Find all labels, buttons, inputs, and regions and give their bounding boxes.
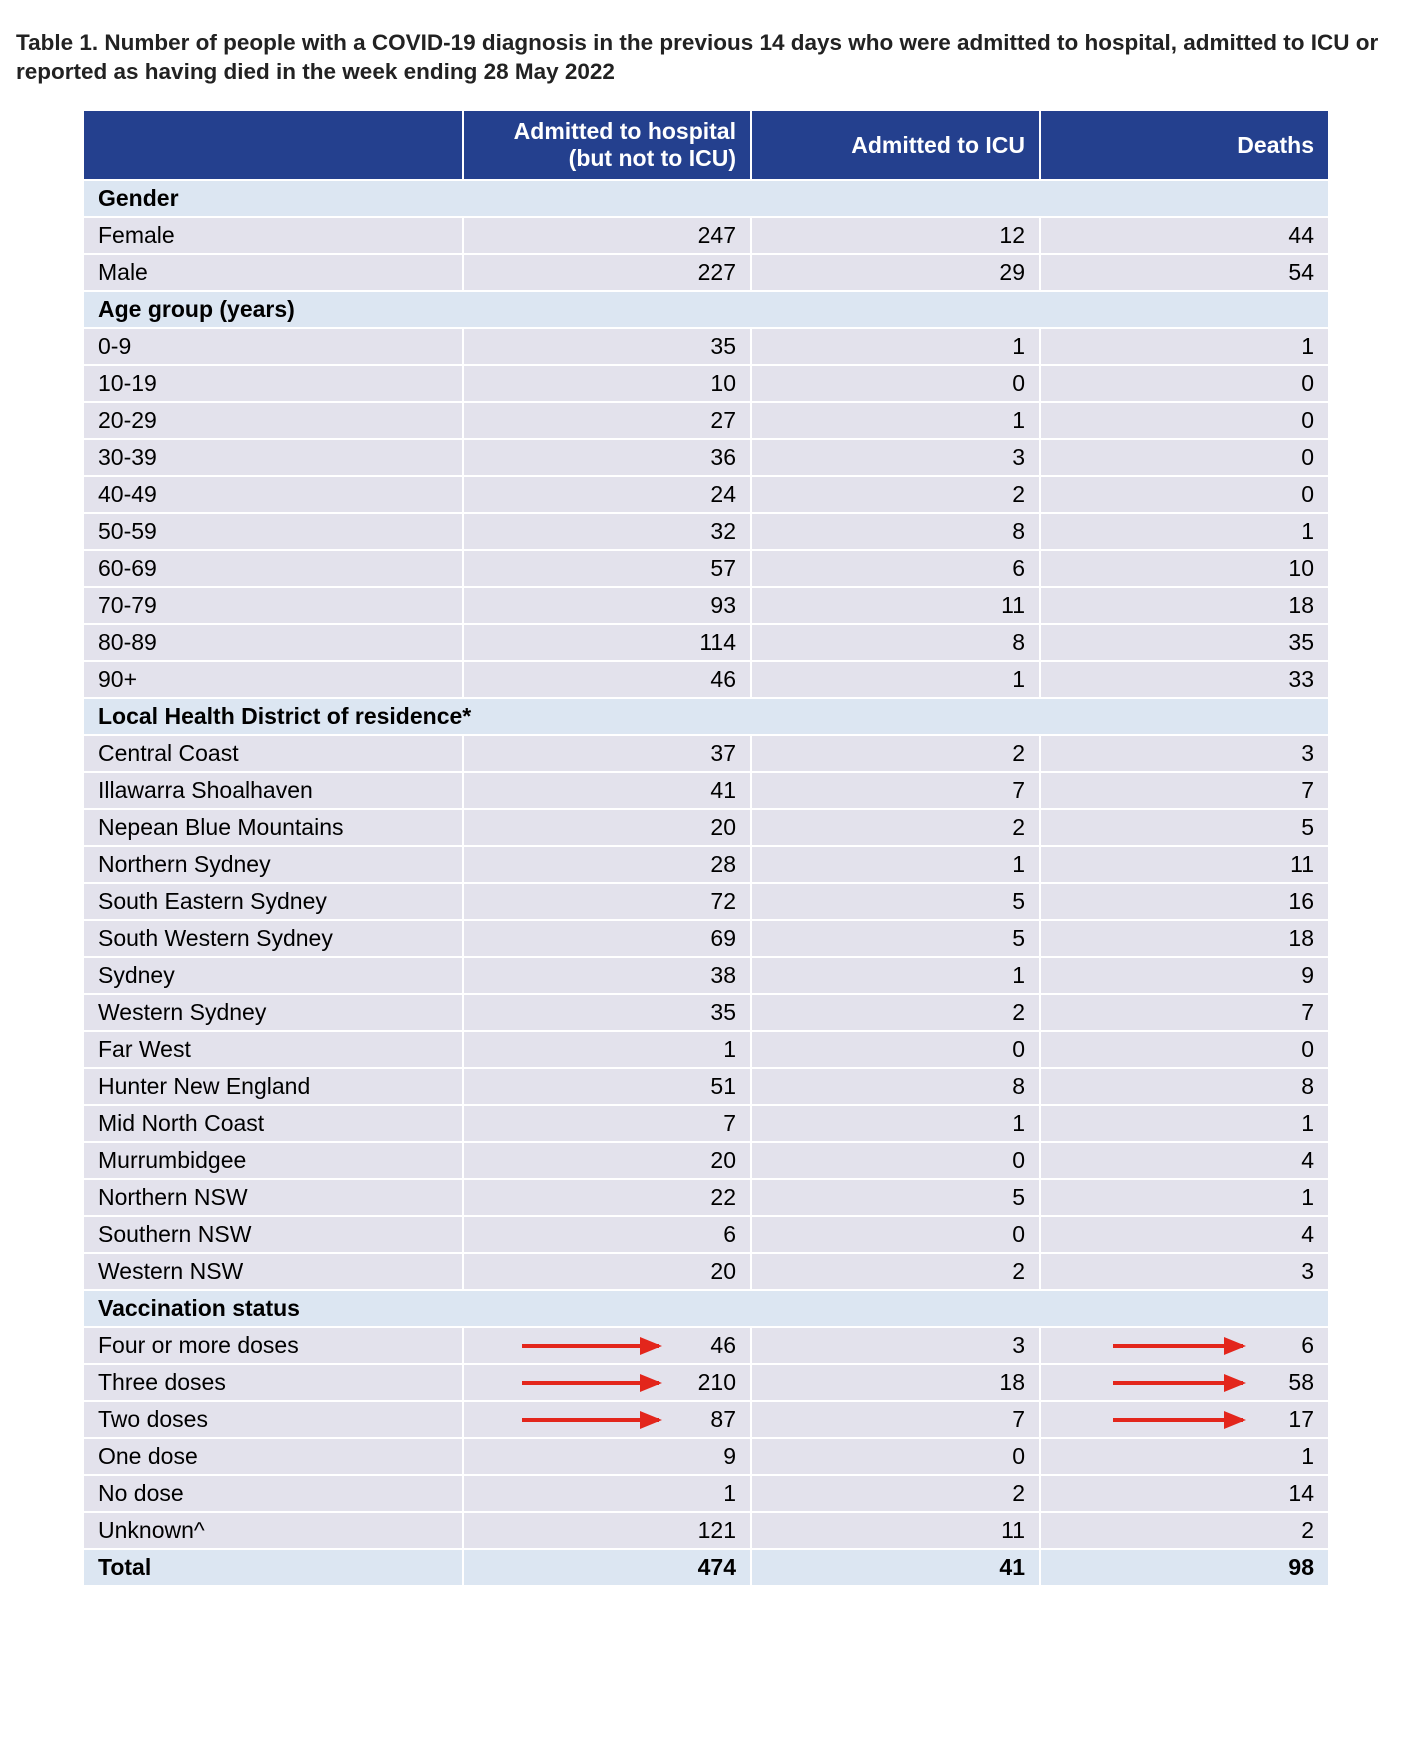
icu-value: 2 bbox=[751, 809, 1040, 846]
row-label: Three doses bbox=[83, 1364, 463, 1401]
header-row bbox=[83, 110, 1329, 180]
icu-value: 0 bbox=[751, 1216, 1040, 1253]
table-row bbox=[83, 217, 1329, 254]
table-row bbox=[83, 513, 1329, 550]
hospital-value bbox=[463, 883, 751, 920]
deaths-value-text: 0 bbox=[1301, 444, 1314, 470]
table-caption: Table 1. Number of people with a COVID-19 diagnosis in the previous 14 days who were admitted to hospital, admitted to ICU or reported as having died in the week ending 28 May 2022 bbox=[16, 30, 1379, 84]
table-row bbox=[83, 254, 1329, 291]
table-row bbox=[83, 846, 1329, 883]
red-arrow-icon bbox=[1113, 1418, 1243, 1422]
hospital-value bbox=[463, 1031, 751, 1068]
table-row bbox=[83, 1512, 1329, 1549]
hospital-value-text: 210 bbox=[697, 1369, 736, 1395]
icu-value: 0 bbox=[751, 1142, 1040, 1179]
deaths-value-text: 0 bbox=[1301, 407, 1314, 433]
deaths-value bbox=[1040, 1068, 1329, 1105]
table-row bbox=[83, 1253, 1329, 1290]
hospital-value-text: 35 bbox=[710, 333, 736, 359]
deaths-value bbox=[1040, 365, 1329, 402]
row-label: Unknown^ bbox=[83, 1512, 463, 1549]
hospital-value-text: 24 bbox=[710, 481, 736, 507]
deaths-value bbox=[1040, 476, 1329, 513]
table-row bbox=[83, 550, 1329, 587]
hospital-value bbox=[463, 439, 751, 476]
hospital-value-text: 10 bbox=[710, 370, 736, 396]
deaths-value-text: 3 bbox=[1301, 1258, 1314, 1284]
row-label: Western NSW bbox=[83, 1253, 463, 1290]
hospital-value bbox=[463, 513, 751, 550]
deaths-value-text: 44 bbox=[1288, 222, 1314, 248]
row-label: Four or more doses bbox=[83, 1327, 463, 1364]
hospital-value-text: 6 bbox=[723, 1221, 736, 1247]
icu-value: 0 bbox=[751, 1031, 1040, 1068]
row-label: 0-9 bbox=[83, 328, 463, 365]
hospital-value-text: 36 bbox=[710, 444, 736, 470]
deaths-value-text: 18 bbox=[1288, 925, 1314, 951]
deaths-value bbox=[1040, 402, 1329, 439]
icu-value: 1 bbox=[751, 402, 1040, 439]
icu-value: 8 bbox=[751, 1068, 1040, 1105]
row-label: 70-79 bbox=[83, 587, 463, 624]
icu-value: 2 bbox=[751, 994, 1040, 1031]
hospital-value-text: 87 bbox=[710, 1406, 736, 1432]
table-row bbox=[83, 624, 1329, 661]
total-icu: 41 bbox=[751, 1549, 1040, 1586]
hospital-value-text: 114 bbox=[699, 629, 736, 655]
row-label: 40-49 bbox=[83, 476, 463, 513]
deaths-value-text: 54 bbox=[1288, 259, 1314, 285]
hospital-value bbox=[463, 1512, 751, 1549]
row-label: No dose bbox=[83, 1475, 463, 1512]
deaths-value bbox=[1040, 328, 1329, 365]
icu-value: 2 bbox=[751, 735, 1040, 772]
deaths-value bbox=[1040, 846, 1329, 883]
deaths-value bbox=[1040, 624, 1329, 661]
icu-value: 0 bbox=[751, 365, 1040, 402]
deaths-value bbox=[1040, 809, 1329, 846]
hospital-value bbox=[463, 809, 751, 846]
deaths-value bbox=[1040, 217, 1329, 254]
table-row bbox=[83, 1105, 1329, 1142]
table-row bbox=[83, 1327, 1329, 1364]
row-label: 90+ bbox=[83, 661, 463, 698]
table-row bbox=[83, 920, 1329, 957]
table-row bbox=[83, 1068, 1329, 1105]
row-label: South Eastern Sydney bbox=[83, 883, 463, 920]
red-arrow-icon bbox=[522, 1418, 659, 1422]
table-row bbox=[83, 994, 1329, 1031]
deaths-value-text: 11 bbox=[1290, 851, 1314, 877]
hospital-value bbox=[463, 1105, 751, 1142]
icu-value: 0 bbox=[751, 1438, 1040, 1475]
icu-value: 11 bbox=[751, 1512, 1040, 1549]
deaths-value bbox=[1040, 661, 1329, 698]
table-row bbox=[83, 809, 1329, 846]
deaths-value bbox=[1040, 439, 1329, 476]
hospital-value-text: 7 bbox=[723, 1110, 736, 1136]
deaths-value-text: 35 bbox=[1288, 629, 1314, 655]
row-label: 30-39 bbox=[83, 439, 463, 476]
deaths-value-text: 7 bbox=[1301, 777, 1314, 803]
hospital-value-text: 247 bbox=[697, 222, 736, 248]
hospital-value bbox=[463, 1327, 751, 1364]
icu-value: 7 bbox=[751, 772, 1040, 809]
table-row bbox=[83, 365, 1329, 402]
hospital-value-text: 35 bbox=[710, 999, 736, 1025]
total-label: Total bbox=[83, 1549, 463, 1586]
table-row bbox=[83, 1364, 1329, 1401]
icu-value: 2 bbox=[751, 476, 1040, 513]
row-label: Nepean Blue Mountains bbox=[83, 809, 463, 846]
hospital-value bbox=[463, 1364, 751, 1401]
hospital-value-text: 227 bbox=[697, 259, 736, 285]
red-arrow-icon bbox=[1113, 1344, 1243, 1348]
deaths-value-text: 14 bbox=[1288, 1480, 1314, 1506]
icu-value: 18 bbox=[751, 1364, 1040, 1401]
table-row bbox=[83, 661, 1329, 698]
icu-value: 5 bbox=[751, 1179, 1040, 1216]
deaths-value bbox=[1040, 1364, 1329, 1401]
deaths-value bbox=[1040, 1253, 1329, 1290]
deaths-value-text: 0 bbox=[1301, 481, 1314, 507]
icu-value: 5 bbox=[751, 920, 1040, 957]
hospital-value-text: 1 bbox=[723, 1036, 736, 1062]
icu-value: 2 bbox=[751, 1475, 1040, 1512]
deaths-value-text: 1 bbox=[1301, 518, 1314, 544]
hospital-value-text: 37 bbox=[710, 740, 736, 766]
section-title: Local Health District of residence* bbox=[83, 698, 1329, 735]
hospital-value-text: 69 bbox=[710, 925, 736, 951]
table-row bbox=[83, 1179, 1329, 1216]
deaths-value bbox=[1040, 883, 1329, 920]
row-label: Northern Sydney bbox=[83, 846, 463, 883]
hospital-value-text: 41 bbox=[710, 777, 736, 803]
table-row bbox=[83, 1401, 1329, 1438]
hospital-value bbox=[463, 1216, 751, 1253]
deaths-value bbox=[1040, 1327, 1329, 1364]
total-deaths: 98 bbox=[1040, 1549, 1329, 1586]
section-header-row bbox=[83, 291, 1329, 328]
deaths-value-text: 58 bbox=[1288, 1369, 1314, 1395]
deaths-value bbox=[1040, 1216, 1329, 1253]
row-label: Central Coast bbox=[83, 735, 463, 772]
row-label: Northern NSW bbox=[83, 1179, 463, 1216]
hospital-value bbox=[463, 1068, 751, 1105]
hospital-value-text: 93 bbox=[710, 592, 736, 618]
row-label: 20-29 bbox=[83, 402, 463, 439]
deaths-value bbox=[1040, 772, 1329, 809]
hospital-value bbox=[463, 217, 751, 254]
icu-value: 11 bbox=[751, 587, 1040, 624]
deaths-value-text: 1 bbox=[1301, 333, 1314, 359]
table-row bbox=[83, 476, 1329, 513]
row-label: 80-89 bbox=[83, 624, 463, 661]
deaths-value-text: 18 bbox=[1288, 592, 1314, 618]
hospital-value-text: 32 bbox=[710, 518, 736, 544]
deaths-value-text: 5 bbox=[1301, 814, 1314, 840]
hospital-value-text: 20 bbox=[710, 814, 736, 840]
hospital-value-text: 27 bbox=[710, 407, 736, 433]
icu-value: 5 bbox=[751, 883, 1040, 920]
icu-value: 1 bbox=[751, 846, 1040, 883]
deaths-value bbox=[1040, 1475, 1329, 1512]
icu-value: 3 bbox=[751, 1327, 1040, 1364]
deaths-value-text: 4 bbox=[1301, 1221, 1314, 1247]
hospital-value bbox=[463, 1438, 751, 1475]
deaths-value bbox=[1040, 735, 1329, 772]
row-label: Male bbox=[83, 254, 463, 291]
hospital-value bbox=[463, 920, 751, 957]
deaths-value-text: 7 bbox=[1301, 999, 1314, 1025]
deaths-value bbox=[1040, 994, 1329, 1031]
hospital-value-text: 22 bbox=[710, 1184, 736, 1210]
deaths-value-text: 16 bbox=[1288, 888, 1314, 914]
icu-value: 1 bbox=[751, 661, 1040, 698]
icu-value: 2 bbox=[751, 1253, 1040, 1290]
deaths-value-text: 4 bbox=[1301, 1147, 1314, 1173]
row-label: Two doses bbox=[83, 1401, 463, 1438]
hospital-value bbox=[463, 550, 751, 587]
hospital-value bbox=[463, 1475, 751, 1512]
icu-value: 1 bbox=[751, 1105, 1040, 1142]
hospital-value bbox=[463, 772, 751, 809]
deaths-value bbox=[1040, 1031, 1329, 1068]
deaths-value bbox=[1040, 1142, 1329, 1179]
deaths-value bbox=[1040, 1438, 1329, 1475]
hospital-value-text: 51 bbox=[710, 1073, 736, 1099]
hospital-value bbox=[463, 587, 751, 624]
deaths-value-text: 9 bbox=[1301, 962, 1314, 988]
hospital-value bbox=[463, 994, 751, 1031]
deaths-value-text: 0 bbox=[1301, 1036, 1314, 1062]
hospital-value-text: 1 bbox=[723, 1480, 736, 1506]
table-row bbox=[83, 1031, 1329, 1068]
row-label: Mid North Coast bbox=[83, 1105, 463, 1142]
hospital-value-text: 72 bbox=[710, 888, 736, 914]
row-label: Illawarra Shoalhaven bbox=[83, 772, 463, 809]
deaths-value-text: 1 bbox=[1301, 1110, 1314, 1136]
row-label: Murrumbidgee bbox=[83, 1142, 463, 1179]
red-arrow-icon bbox=[1113, 1381, 1243, 1385]
deaths-value bbox=[1040, 587, 1329, 624]
deaths-value bbox=[1040, 254, 1329, 291]
section-title: Gender bbox=[83, 180, 1329, 217]
row-label: One dose bbox=[83, 1438, 463, 1475]
hospital-value bbox=[463, 661, 751, 698]
row-label: Far West bbox=[83, 1031, 463, 1068]
row-label: South Western Sydney bbox=[83, 920, 463, 957]
hospital-value-text: 121 bbox=[697, 1517, 736, 1543]
table-row bbox=[83, 1216, 1329, 1253]
header-blank bbox=[83, 110, 463, 180]
total-hospital: 474 bbox=[463, 1549, 751, 1586]
header-icu: Admitted to ICU bbox=[751, 110, 1040, 180]
hospital-value bbox=[463, 328, 751, 365]
section-header-row bbox=[83, 1290, 1329, 1327]
table-row bbox=[83, 772, 1329, 809]
hospital-value-text: 46 bbox=[710, 1332, 736, 1358]
hospital-value bbox=[463, 402, 751, 439]
red-arrow-icon bbox=[522, 1381, 659, 1385]
row-label: Western Sydney bbox=[83, 994, 463, 1031]
hospital-value bbox=[463, 1253, 751, 1290]
deaths-value-text: 17 bbox=[1288, 1406, 1314, 1432]
table-body bbox=[83, 180, 1329, 1586]
hospital-value-text: 57 bbox=[710, 555, 736, 581]
hospital-value-text: 20 bbox=[710, 1258, 736, 1284]
deaths-value-text: 2 bbox=[1301, 1517, 1314, 1543]
row-label: Female bbox=[83, 217, 463, 254]
section-title: Vaccination status bbox=[83, 1290, 1329, 1327]
icu-value: 7 bbox=[751, 1401, 1040, 1438]
deaths-value bbox=[1040, 513, 1329, 550]
deaths-value-text: 1 bbox=[1301, 1184, 1314, 1210]
row-label: 10-19 bbox=[83, 365, 463, 402]
deaths-value bbox=[1040, 1105, 1329, 1142]
icu-value: 8 bbox=[751, 624, 1040, 661]
table-row bbox=[83, 957, 1329, 994]
data-table bbox=[82, 109, 1330, 1587]
hospital-value-text: 38 bbox=[710, 962, 736, 988]
hospital-value bbox=[463, 957, 751, 994]
hospital-value-text: 9 bbox=[723, 1443, 736, 1469]
table-row bbox=[83, 883, 1329, 920]
section-title: Age group (years) bbox=[83, 291, 1329, 328]
row-label: Hunter New England bbox=[83, 1068, 463, 1105]
deaths-value bbox=[1040, 1179, 1329, 1216]
icu-value: 12 bbox=[751, 217, 1040, 254]
deaths-value bbox=[1040, 957, 1329, 994]
icu-value: 3 bbox=[751, 439, 1040, 476]
hospital-value bbox=[463, 624, 751, 661]
icu-value: 1 bbox=[751, 957, 1040, 994]
header-deaths: Deaths bbox=[1040, 110, 1329, 180]
deaths-value-text: 3 bbox=[1301, 740, 1314, 766]
hospital-value bbox=[463, 846, 751, 883]
table-row bbox=[83, 1475, 1329, 1512]
hospital-value bbox=[463, 1142, 751, 1179]
row-label: Sydney bbox=[83, 957, 463, 994]
icu-value: 1 bbox=[751, 328, 1040, 365]
section-header-row bbox=[83, 180, 1329, 217]
deaths-value-text: 0 bbox=[1301, 370, 1314, 396]
table-row bbox=[83, 1438, 1329, 1475]
table-row bbox=[83, 439, 1329, 476]
section-header-row bbox=[83, 698, 1329, 735]
hospital-value bbox=[463, 1179, 751, 1216]
icu-value: 29 bbox=[751, 254, 1040, 291]
deaths-value-text: 10 bbox=[1288, 555, 1314, 581]
table-row bbox=[83, 1142, 1329, 1179]
deaths-value bbox=[1040, 1512, 1329, 1549]
hospital-value bbox=[463, 254, 751, 291]
hospital-value bbox=[463, 476, 751, 513]
hospital-value bbox=[463, 365, 751, 402]
deaths-value bbox=[1040, 920, 1329, 957]
hospital-value bbox=[463, 735, 751, 772]
total-row bbox=[83, 1549, 1329, 1586]
deaths-value-text: 6 bbox=[1301, 1332, 1314, 1358]
red-arrow-icon bbox=[522, 1344, 659, 1348]
deaths-value bbox=[1040, 550, 1329, 587]
header-hospital: Admitted to hospital (but not to ICU) bbox=[463, 110, 751, 180]
deaths-value-text: 8 bbox=[1301, 1073, 1314, 1099]
row-label: 60-69 bbox=[83, 550, 463, 587]
hospital-value-text: 46 bbox=[710, 666, 736, 692]
table-row bbox=[83, 402, 1329, 439]
icu-value: 8 bbox=[751, 513, 1040, 550]
deaths-value-text: 33 bbox=[1288, 666, 1314, 692]
deaths-value bbox=[1040, 1401, 1329, 1438]
hospital-value bbox=[463, 1401, 751, 1438]
hospital-value-text: 20 bbox=[710, 1147, 736, 1173]
row-label: 50-59 bbox=[83, 513, 463, 550]
table-row bbox=[83, 587, 1329, 624]
icu-value: 6 bbox=[751, 550, 1040, 587]
hospital-value-text: 28 bbox=[710, 851, 736, 877]
table-row bbox=[83, 735, 1329, 772]
deaths-value-text: 1 bbox=[1301, 1443, 1314, 1469]
row-label: Southern NSW bbox=[83, 1216, 463, 1253]
table-row bbox=[83, 328, 1329, 365]
